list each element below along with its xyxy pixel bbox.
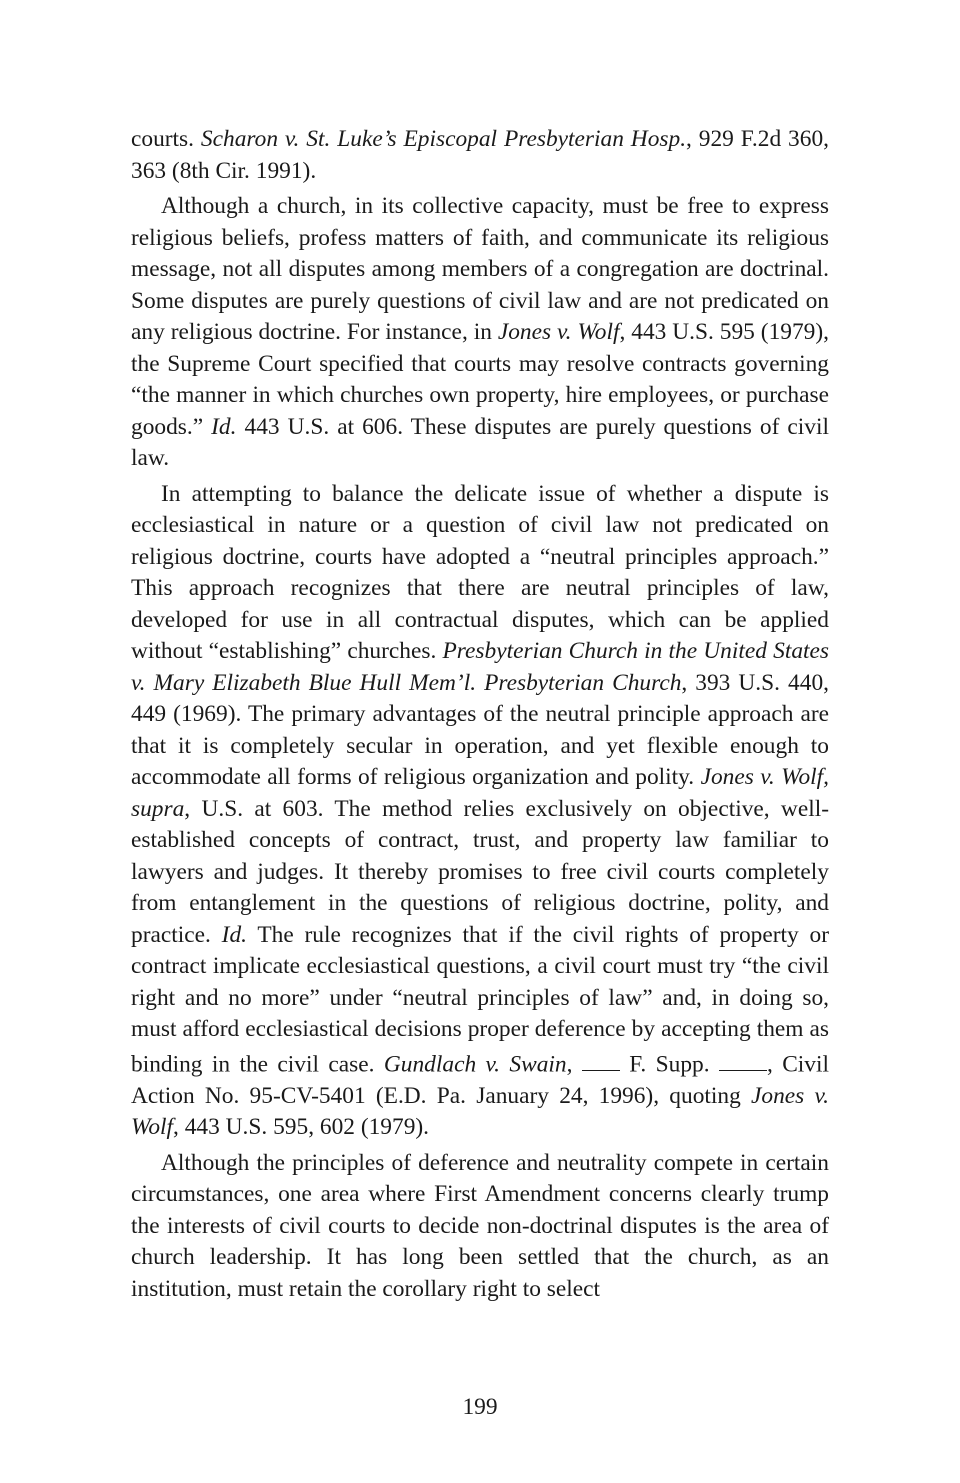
case-citation: Presbyterian Church in the United States v. Mary Elizabeth Blue Hull Mem’l. Presbyterian Church: [131, 638, 829, 696]
paragraph-text: , 393 U.S. 440, 449 (1969). The primary advantages of the neutral principle approach are that it is completely secular in operation, and yet flexible enough to accommodate all forms of religious organization and polity.: [131, 669, 829, 790]
paragraph-text: Although a church, in its collective capacity, must be free to express religious beliefs, profess matters of faith, and communicate its religious message, not all disputes among members of a congregation are doctrinal. Some disputes are purely questions of civil law and are not predicated on any religious doctrine. For instance, in: [131, 193, 829, 345]
case-citation: Jones v. Wolf: [497, 319, 620, 345]
paragraph-text: 443 U.S. at 606. These disputes are purely questions of civil law.: [131, 413, 829, 471]
page-number: 199: [462, 1394, 498, 1420]
paragraph: [131, 1148, 829, 1306]
case-citation: Scharon v. St. Luke’s Episcopal Presbyterian Hosp.: [200, 126, 687, 152]
case-citation: Id.: [211, 413, 237, 440]
paragraph-text: In attempting to balance the delicate issue of whether a dispute is ecclesiastical in nature or a question of civil law not predicated on religious doctrine, courts have adopted a “neutral principles approach.” This approach recognizes that there are neutral principles of law, developed for use in all contractual disputes, which can be applied without “establishing” churches.: [131, 480, 829, 664]
case-citation: Gundlach v. Swain: [383, 1051, 567, 1078]
paragraph-text: ,: [566, 1051, 582, 1078]
paragraph-text: F. Supp.: [619, 1051, 719, 1078]
page-body: [131, 124, 829, 1305]
paragraph-text: , Civil Action No. 95-CV-5401 (E.D. Pa. January 24, 1996), quoting: [131, 1051, 830, 1109]
paragraph: [131, 191, 829, 475]
paragraph-text: , 443 U.S. 595, 602 (1979).: [173, 1114, 430, 1141]
case-citation: Jones v. Wolf, supra: [131, 764, 829, 822]
paragraph-text: , 443 U.S. 595 (1979), the Supreme Court specified that courts may resolve contracts governing “the manner in which churches own property, hire employees, or purchase goods.”: [131, 319, 830, 440]
paragraph-text: The rule recognizes that if the civil rights of property or contract implicate ecclesiastical questions, a civil court must try “the civil right and no more” under “neutral principles of law” and, in doing so, must afford ecclesiastical decisions proper deference by accepting them as binding in the civil case.: [131, 921, 829, 1078]
paragraph-text: courts.: [131, 126, 201, 152]
paragraph: [131, 479, 829, 1144]
paragraph-text: , 929 F.2d 360, 363 (8th Cir. 1991).: [131, 126, 829, 184]
paragraph: [131, 124, 829, 187]
citation-blank: [582, 1046, 620, 1072]
case-citation: Id.: [221, 921, 247, 948]
paragraph-text: Although the principles of deference and neutrality compete in certain circumstances, one area where First Amendment concerns clearly trump the interests of civil courts to decide non-doctrinal disputes is the area of church leadership. It has long been settled that the church, as an institution, must retain the corollary right to select: [131, 1149, 829, 1302]
paragraph-text: , U.S. at 603. The method relies exclusively on objective, well-established concepts of contract, trust, and property law familiar to lawyers and judges. It thereby promises to free civil courts completely from entanglement in the questions of religious doctrine, polity, and practice.: [131, 795, 829, 948]
case-citation: Jones v. Wolf: [131, 1082, 829, 1141]
citation-blank: [719, 1046, 767, 1072]
